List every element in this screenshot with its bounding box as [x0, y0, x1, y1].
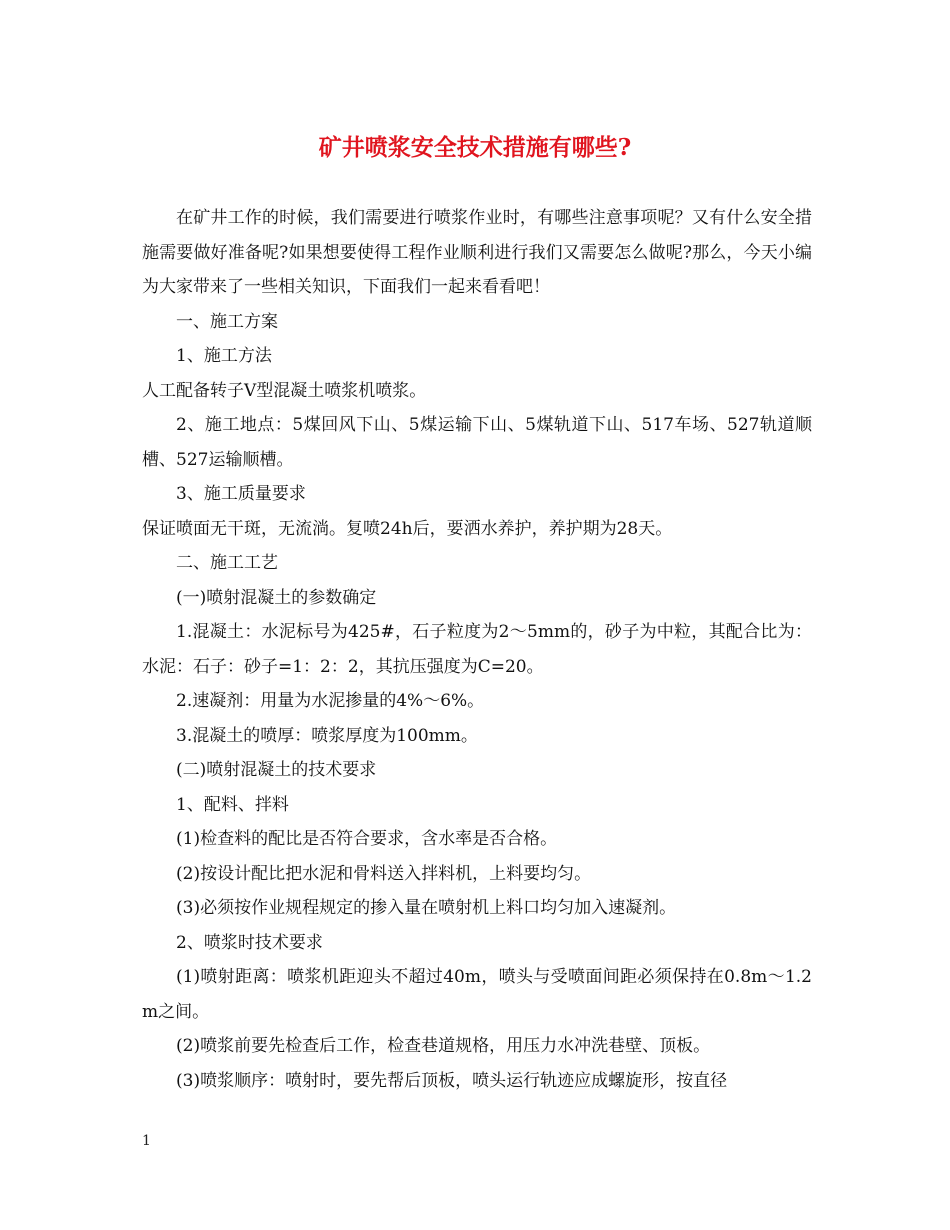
section-heading: 二、施工工艺: [176, 553, 278, 573]
list-item: (1)检查料的配比是否符合要求，含水率是否合格。: [176, 829, 558, 849]
list-item: (3)喷浆顺序：喷射时，要先帮后顶板，喷头运行轨迹应成螺旋形，按直径: [176, 1070, 728, 1091]
document-title: 矿井喷浆安全技术措施有哪些?: [318, 134, 632, 161]
paragraph: 2.速凝剂：用量为水泥掺量的4%～6%。: [176, 691, 485, 711]
subsection-heading: 2、喷浆时技术要求: [176, 932, 323, 953]
subsection-heading: 1、配料、拌料: [176, 794, 289, 815]
page-number: 1: [142, 1133, 151, 1149]
paragraph: 保证喷面无干斑，无流淌。复喷24h后，要洒水养护，养护期为28天。: [142, 518, 673, 539]
list-item: (3)必须按作业规程规定的掺入量在喷射机上料口均匀加入速凝剂。: [176, 898, 677, 918]
document-body: [142, 201, 812, 1098]
section-heading: 一、施工方案: [176, 311, 278, 332]
paragraph: 3.混凝土的喷厚：喷浆厚度为100mm。: [176, 725, 478, 746]
list-item: (2)按设计配比把水泥和骨料送入拌料机，上料要均匀。: [176, 863, 592, 884]
subsection-heading: (一)喷射混凝土的参数确定: [176, 587, 377, 608]
subsection-heading: (二)喷射混凝土的技术要求: [176, 760, 377, 780]
subsection-heading: 1、施工方法: [176, 346, 272, 366]
list-item: (1)喷射距离：喷浆机距迎头不超过40m，喷头与受喷面间距必须保持在0.8m～1.2m之间。: [142, 967, 812, 1022]
subsection-heading: 3、施工质量要求: [176, 484, 306, 504]
paragraph: 人工配备转子Ⅴ型混凝土喷浆机喷浆。: [142, 380, 427, 401]
paragraph: 在矿井工作的时候，我们需要进行喷浆作业时，有哪些注意事项呢？又有什么安全措施需要做好准备呢?如果想要使得工程作业顺利进行我们又需要怎么做呢?那么，今天小编为大家带来了一些相关知识，下面我们一起来看看吧！: [142, 208, 812, 297]
paragraph: 2、施工地点：5煤回风下山、5煤运输下山、5煤轨道下山、517车场、527轨道顺槽、527运输顺槽。: [142, 415, 812, 470]
paragraph: 1.混凝土：水泥标号为425#，石子粒度为2～5mm的，砂子为中粒，其配合比为：水泥：石子：砂子=1：2：2，其抗压强度为C=20。: [142, 622, 812, 677]
list-item: (2)喷浆前要先检查后工作，检查巷道规格，用压力水冲洗巷壁、顶板。: [176, 1036, 711, 1056]
